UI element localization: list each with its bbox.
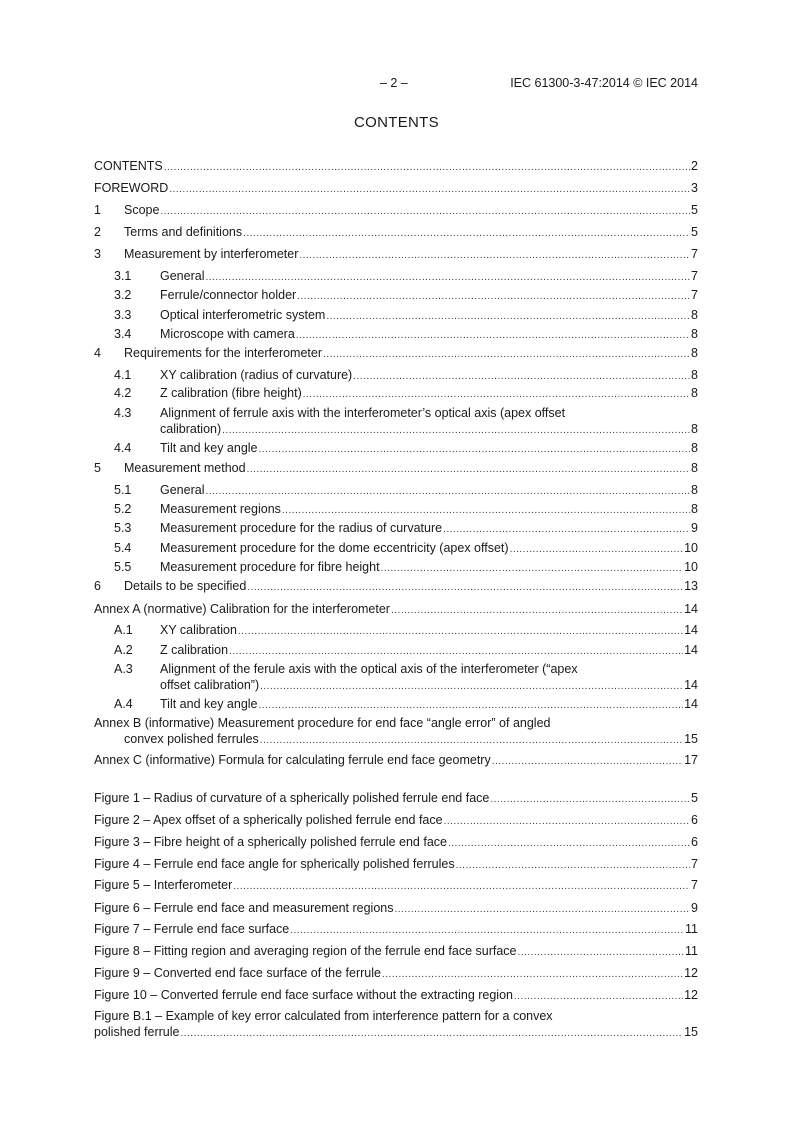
page-ref: 8: [691, 308, 698, 322]
dot-leader: [160, 205, 690, 219]
entry-title: convex polished ferrules: [124, 732, 259, 746]
section-number: 3: [94, 247, 101, 261]
dot-leader: [510, 543, 684, 557]
dot-leader: [290, 924, 684, 938]
page-ref: 9: [691, 901, 698, 915]
dot-leader: [326, 310, 690, 324]
section-number: 5.1: [114, 483, 132, 497]
dot-leader: [259, 699, 684, 713]
toc-entry[interactable]: [94, 541, 698, 557]
entry-title: Microscope with camera: [160, 327, 295, 341]
toc-entry[interactable]: [94, 502, 698, 518]
page-ref: 5: [691, 791, 698, 805]
section-number: 2: [94, 225, 101, 239]
page-ref: 8: [691, 483, 698, 497]
toc-line: [94, 813, 698, 829]
toc-entry[interactable]: [94, 269, 698, 285]
page-ref: 9: [691, 521, 698, 535]
entry-title: Requirements for the interferometer: [124, 346, 323, 360]
dot-leader: [391, 604, 683, 618]
dot-leader: [205, 271, 690, 285]
toc-entry[interactable]: [94, 247, 698, 263]
entry-title: FOREWORD: [94, 181, 169, 195]
section-number: A.1: [114, 623, 133, 637]
page-ref: 7: [691, 269, 698, 283]
section-number: A.4: [114, 697, 133, 711]
page-ref: 17: [684, 753, 698, 767]
toc-line: [160, 678, 698, 694]
section-number: 4.4: [114, 441, 132, 455]
dot-leader: [456, 859, 690, 873]
dot-leader: [259, 443, 691, 457]
page-ref: 10: [684, 541, 698, 555]
dot-leader: [448, 837, 690, 851]
section-number: A.3: [114, 662, 133, 676]
entry-title: Annex C (informative) Formula for calculating ferrule end face geometry: [94, 753, 491, 767]
dot-leader: [303, 388, 690, 402]
dot-leader: [260, 680, 683, 694]
entry-title: polished ferrule: [94, 1025, 180, 1039]
entry-title: Figure 3 – Fibre height of a spherically polished ferrule end face: [94, 835, 447, 849]
dot-leader: [382, 968, 683, 982]
dot-leader: [490, 793, 690, 807]
dot-leader: [205, 485, 690, 499]
toc-line: [160, 623, 698, 639]
entry-title: Figure 1 – Radius of curvature of a spherically polished ferrule end face: [94, 791, 490, 805]
toc-entry[interactable]: [94, 203, 698, 219]
toc-entry[interactable]: [94, 368, 698, 384]
section-number: 6: [94, 579, 101, 593]
page-ref: 8: [691, 502, 698, 516]
entry-title: XY calibration (radius of curvature): [160, 368, 353, 382]
dot-leader: [514, 990, 683, 1004]
page-ref: 3: [691, 181, 698, 195]
section-number: 5.3: [114, 521, 132, 535]
entry-title: Figure 2 – Apex offset of a spherically polished ferrule end face: [94, 813, 443, 827]
dot-leader: [394, 903, 690, 917]
page-ref: 5: [691, 225, 698, 239]
entry-title: Scope: [124, 203, 160, 217]
toc-entry[interactable]: [94, 662, 698, 694]
page-ref: 15: [684, 1025, 698, 1039]
entry-title: calibration): [160, 422, 222, 436]
figure-entry[interactable]: [94, 944, 698, 960]
page-ref: 7: [691, 288, 698, 302]
section-number: 4: [94, 346, 101, 360]
dot-leader: [243, 227, 690, 241]
figure-entry[interactable]: [94, 813, 698, 829]
toc-line: [160, 386, 698, 402]
entry-title: Tilt and key angle: [160, 441, 258, 455]
entry-title: XY calibration: [160, 623, 237, 637]
dot-leader: [492, 755, 683, 769]
figure-entry[interactable]: [94, 857, 698, 873]
entry-title: Tilt and key angle: [160, 697, 258, 711]
dot-leader: [229, 645, 683, 659]
toc-entry[interactable]: [94, 560, 698, 576]
dot-leader: [443, 523, 690, 537]
figure-entry[interactable]: [94, 922, 698, 938]
page-ref: 8: [691, 386, 698, 400]
entry-title: Figure 6 – Ferrule end face and measurement regions: [94, 901, 394, 915]
toc-entry[interactable]: [94, 441, 698, 457]
page-ref: 8: [691, 422, 698, 436]
toc-line: [124, 461, 698, 477]
page-ref: 14: [684, 602, 698, 616]
dot-leader: [233, 880, 690, 894]
section-number: 1: [94, 203, 101, 217]
section-number: A.2: [114, 643, 133, 657]
dot-leader: [169, 183, 690, 197]
entry-title: General: [160, 483, 205, 497]
toc-line: [160, 521, 698, 537]
dot-leader: [517, 946, 684, 960]
section-number: 4.3: [114, 406, 132, 420]
page-ref: 7: [691, 878, 698, 892]
toc-line: [94, 1009, 698, 1023]
dot-leader: [444, 815, 690, 829]
dot-leader: [296, 329, 690, 343]
toc-entry[interactable]: [94, 579, 698, 595]
entry-title: offset calibration”): [160, 678, 260, 692]
toc-line: [94, 878, 698, 894]
toc-line: [160, 422, 698, 438]
toc-entry[interactable]: [94, 483, 698, 499]
toc-line: [124, 346, 698, 362]
toc-line: [160, 643, 698, 659]
toc-line: [94, 835, 698, 851]
entry-title: Measurement method: [124, 461, 246, 475]
toc-line: [160, 662, 698, 676]
toc-line: [124, 579, 698, 595]
toc-line: [94, 901, 698, 917]
page-title: CONTENTS: [354, 114, 439, 131]
toc-line: [94, 159, 698, 175]
entry-title: Measurement regions: [160, 502, 281, 516]
toc-line: [94, 966, 698, 982]
toc-line: [160, 560, 698, 576]
page-ref: 14: [684, 678, 698, 692]
page-ref: 14: [684, 643, 698, 657]
entry-title: Measurement procedure for fibre height: [160, 560, 380, 574]
figure-entry[interactable]: [94, 878, 698, 894]
figure-entry[interactable]: [94, 791, 698, 807]
section-number: 4.2: [114, 386, 132, 400]
page-ref: 7: [691, 247, 698, 261]
toc-line: [124, 203, 698, 219]
toc-line: [94, 716, 698, 730]
toc-line: [94, 791, 698, 807]
toc-entry[interactable]: [94, 386, 698, 402]
section-number: 3.1: [114, 269, 132, 283]
section-number: 3.3: [114, 308, 132, 322]
toc-line: [94, 753, 698, 769]
toc-line: [94, 857, 698, 873]
entry-title: Terms and definitions: [124, 225, 243, 239]
entry-title: Optical interferometric system: [160, 308, 326, 322]
toc-entry[interactable]: [94, 461, 698, 477]
entry-title: Alignment of the ferule axis with the optical axis of the interferometer (“apex: [160, 662, 578, 676]
toc-line: [160, 288, 698, 304]
figure-entry[interactable]: [94, 988, 698, 1004]
toc-entry[interactable]: [94, 521, 698, 537]
dot-leader: [180, 1027, 683, 1041]
toc-line: [160, 502, 698, 518]
toc-entry[interactable]: [94, 753, 698, 769]
toc-line: [160, 308, 698, 324]
toc-line: [124, 247, 698, 263]
figure-entry[interactable]: [94, 835, 698, 851]
dot-leader: [297, 290, 690, 304]
entry-title: Z calibration (fibre height): [160, 386, 302, 400]
page-ref: 8: [691, 441, 698, 455]
toc-entry[interactable]: [94, 602, 698, 618]
toc-line: [94, 922, 698, 938]
entry-title: Z calibration: [160, 643, 229, 657]
section-number: 5.5: [114, 560, 132, 574]
dot-leader: [353, 370, 690, 384]
dot-leader: [299, 249, 690, 263]
toc-entry[interactable]: [94, 346, 698, 362]
entry-title: Figure B.1 – Example of key error calculated from interference pattern for a convex: [94, 1009, 553, 1023]
page-ref: 5: [691, 203, 698, 217]
entry-title: Measurement by interferometer: [124, 247, 299, 261]
toc-entry[interactable]: [94, 225, 698, 241]
dot-leader: [164, 161, 690, 175]
entry-title: Figure 7 – Ferrule end face surface: [94, 922, 290, 936]
toc-entry[interactable]: [94, 623, 698, 639]
page-ref: 8: [691, 327, 698, 341]
dot-leader: [323, 348, 690, 362]
section-number: 3.4: [114, 327, 132, 341]
page-ref: 8: [691, 461, 698, 475]
entry-title: Figure 4 – Ferrule end face angle for spherically polished ferrules: [94, 857, 455, 871]
toc-entry[interactable]: [94, 159, 698, 175]
entry-title: Alignment of ferrule axis with the interferometer’s optical axis (apex offset: [160, 406, 566, 420]
figure-entry[interactable]: [94, 901, 698, 917]
section-number: 5.2: [114, 502, 132, 516]
toc-entry[interactable]: [94, 643, 698, 659]
page-ref: 13: [684, 579, 698, 593]
toc-line: [160, 368, 698, 384]
toc-entry[interactable]: [94, 716, 698, 748]
figure-entry[interactable]: [94, 966, 698, 982]
page-ref: 6: [691, 813, 698, 827]
toc-line: [94, 944, 698, 960]
page-ref: 6: [691, 835, 698, 849]
page-number: – 2 –: [380, 76, 408, 90]
toc-entry[interactable]: [94, 181, 698, 197]
toc-line: [94, 181, 698, 197]
section-number: 5.4: [114, 541, 132, 555]
toc-line: [160, 541, 698, 557]
figure-entry[interactable]: [94, 1009, 698, 1041]
section-number: 5: [94, 461, 101, 475]
page-ref: 14: [684, 697, 698, 711]
dot-leader: [282, 504, 690, 518]
page-ref: 12: [684, 966, 698, 980]
toc-line: [94, 1025, 698, 1041]
toc-line: [160, 327, 698, 343]
page-ref: 12: [684, 988, 698, 1002]
entry-title: Measurement procedure for the radius of curvature: [160, 521, 443, 535]
page-ref: 8: [691, 368, 698, 382]
dot-leader: [260, 734, 683, 748]
dot-leader: [247, 463, 690, 477]
toc-line: [160, 269, 698, 285]
page-ref: 14: [684, 623, 698, 637]
page-ref: 11: [685, 922, 698, 936]
toc-entry[interactable]: [94, 308, 698, 324]
dot-leader: [247, 581, 683, 595]
toc-line: [94, 602, 698, 618]
page-ref: 8: [691, 346, 698, 360]
entry-title: Annex B (informative) Measurement procedure for end face “angle error” of angled: [94, 716, 551, 730]
entry-title: Ferrule/connector holder: [160, 288, 297, 302]
toc-line: [160, 441, 698, 457]
entry-title: Measurement procedure for the dome eccentricity (apex offset): [160, 541, 509, 555]
section-number: 3.2: [114, 288, 132, 302]
document-reference: IEC 61300-3-47:2014 © IEC 2014: [510, 76, 698, 90]
dot-leader: [381, 562, 684, 576]
toc-entry[interactable]: [94, 288, 698, 304]
toc-entry[interactable]: [94, 327, 698, 343]
page-ref: 10: [684, 560, 698, 574]
entry-title: Figure 8 – Fitting region and averaging region of the ferrule end face surface: [94, 944, 517, 958]
section-number: 4.1: [114, 368, 132, 382]
toc-line: [160, 406, 698, 420]
entry-title: Figure 5 – Interferometer: [94, 878, 233, 892]
entry-title: Figure 9 – Converted end face surface of the ferrule: [94, 966, 381, 980]
page-ref: 15: [684, 732, 698, 746]
entry-title: Annex A (normative) Calibration for the interferometer: [94, 602, 390, 616]
toc-line: [94, 988, 698, 1004]
entry-title: CONTENTS: [94, 159, 163, 173]
dot-leader: [222, 424, 690, 438]
dot-leader: [238, 625, 683, 639]
toc-line: [124, 225, 698, 241]
entry-title: General: [160, 269, 205, 283]
page-ref: 11: [685, 944, 698, 958]
entry-title: Figure 10 – Converted ferrule end face surface without the extracting region: [94, 988, 513, 1002]
page-ref: 7: [691, 857, 698, 871]
page-ref: 2: [691, 159, 698, 173]
toc-entry[interactable]: [94, 697, 698, 713]
toc-line: [160, 697, 698, 713]
toc-line: [160, 483, 698, 499]
entry-title: Details to be specified: [124, 579, 247, 593]
toc-entry[interactable]: [94, 406, 698, 438]
toc-line: [94, 732, 698, 748]
